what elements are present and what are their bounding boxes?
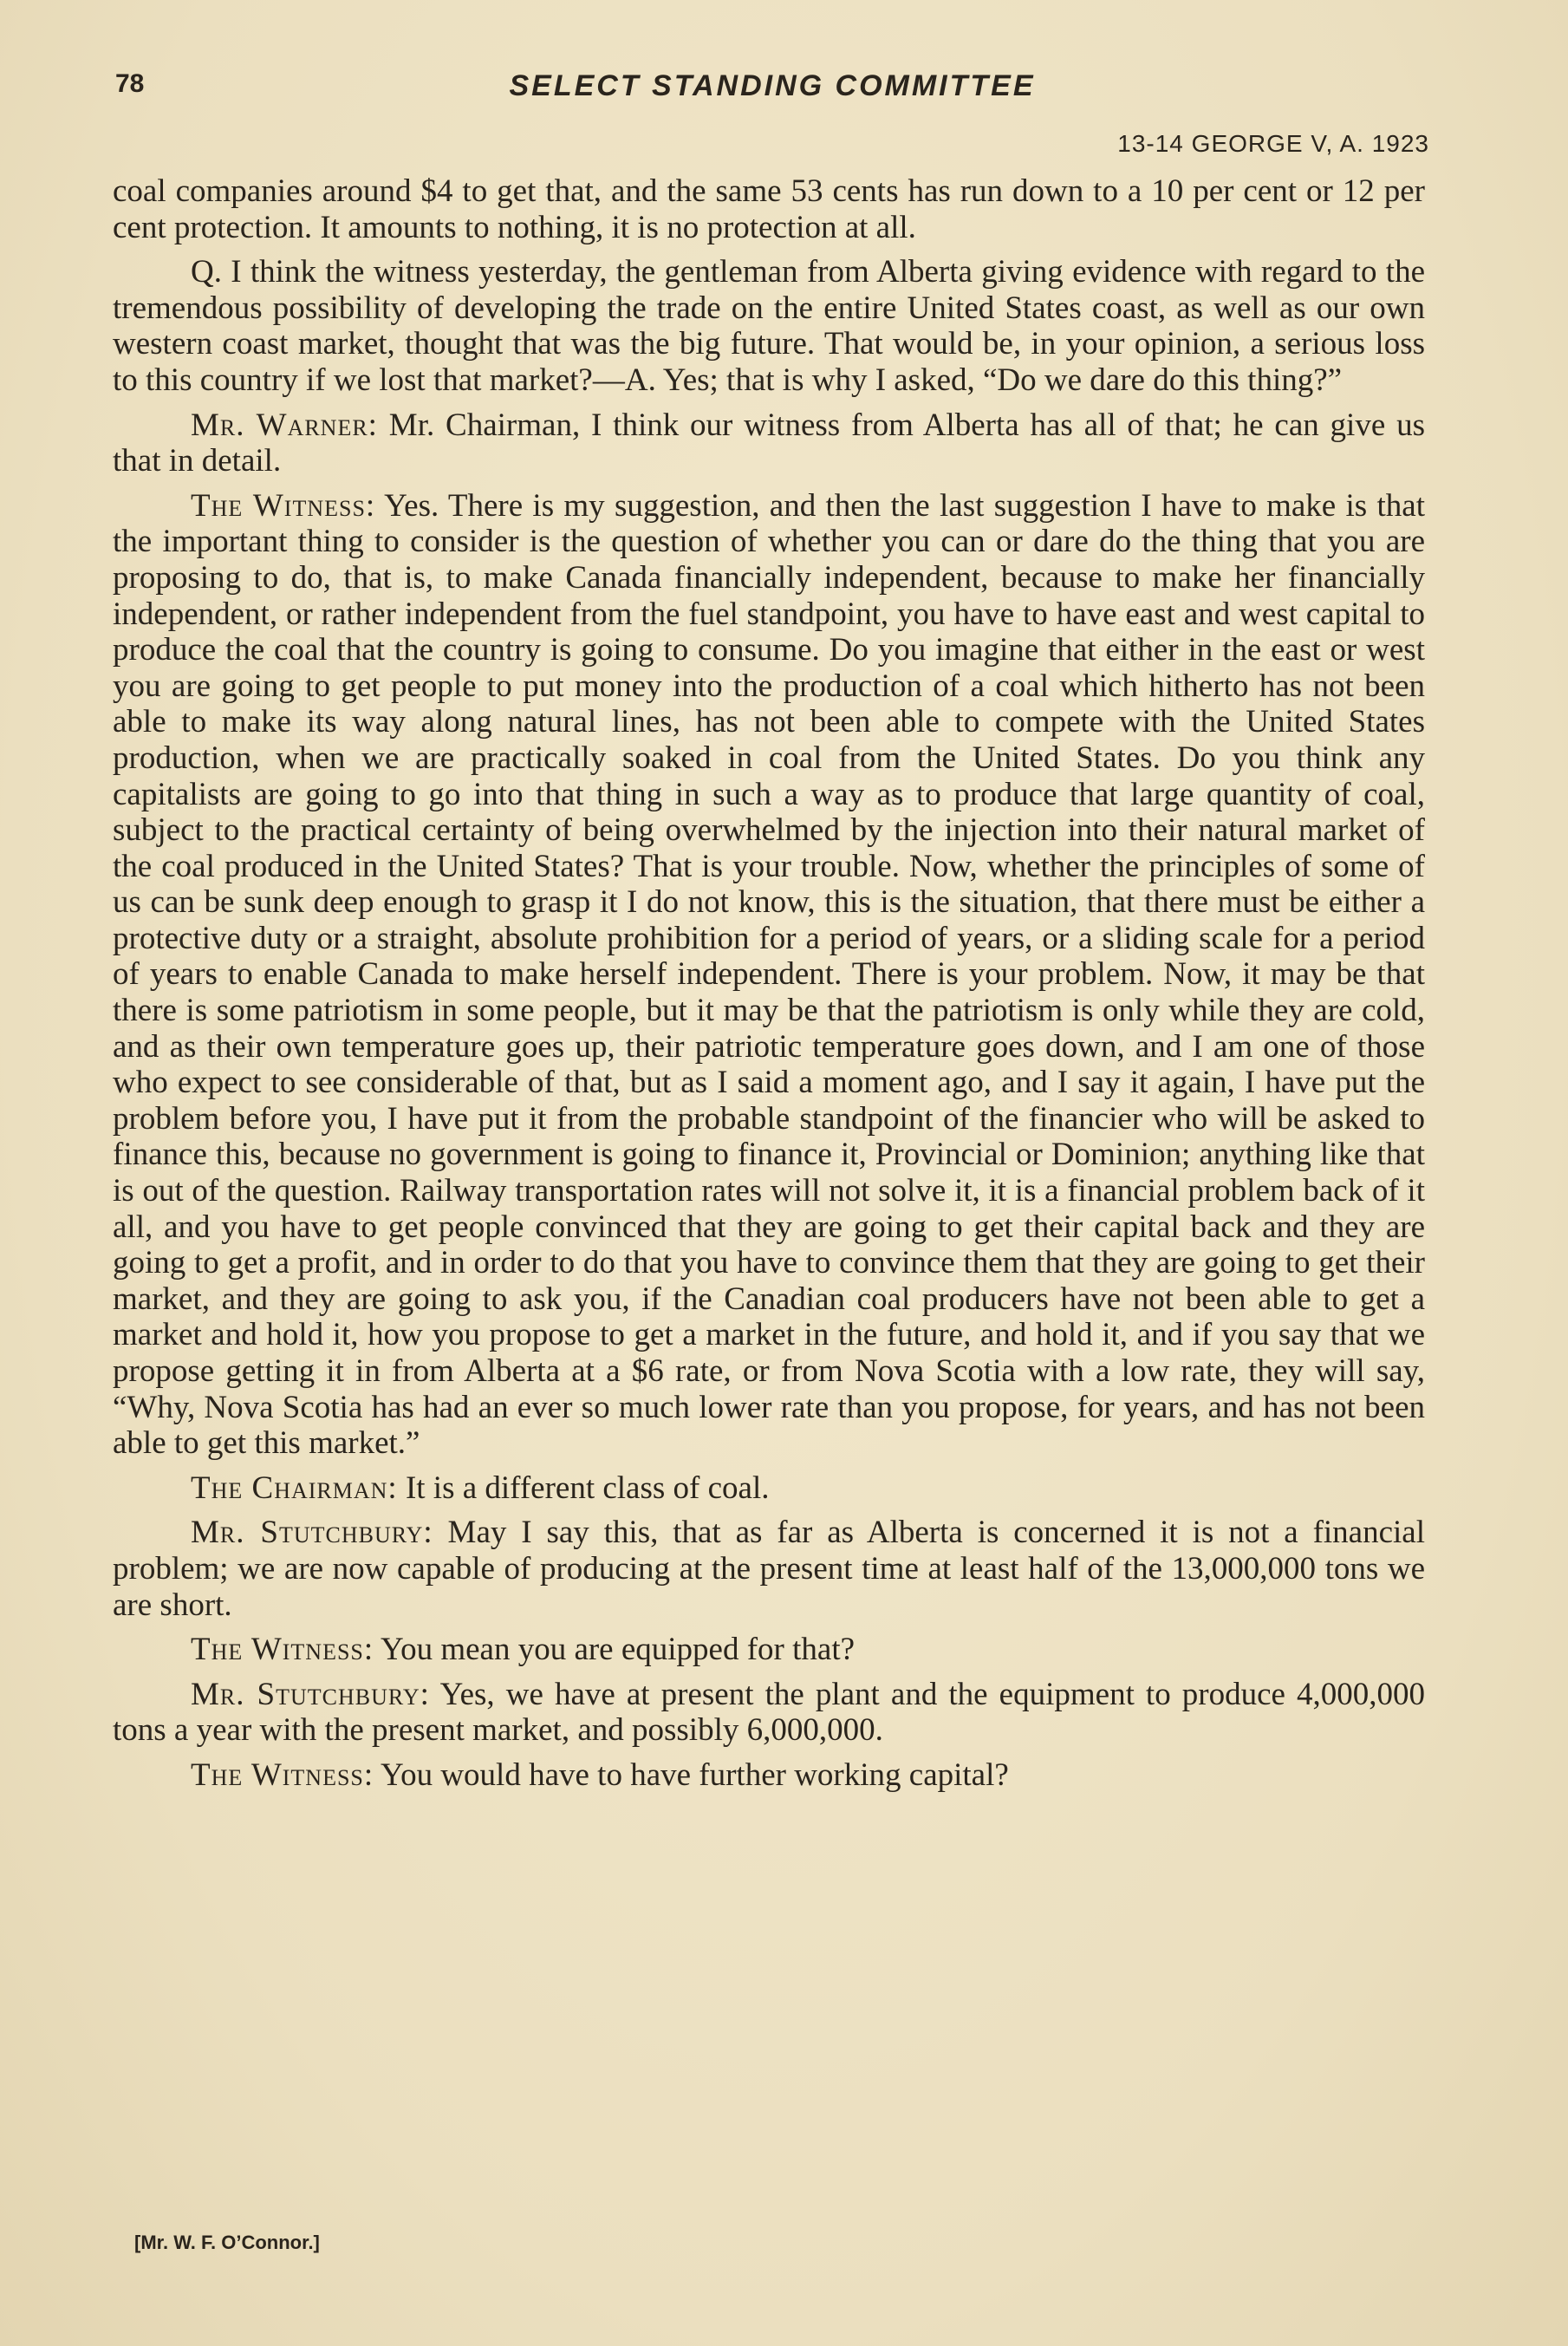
paragraph [113, 1470, 1425, 1507]
paragraph-text: You mean you are equipped for that? [374, 1632, 856, 1668]
speaker-name: Mr. Stutchbury: [191, 1515, 433, 1551]
page-header [115, 69, 1429, 121]
paragraph-text: It is a different class of coal. [397, 1470, 770, 1506]
paragraph [113, 407, 1425, 479]
paragraph [113, 1632, 1425, 1668]
speaker-name: The Witness: [191, 1632, 374, 1668]
paragraph [113, 1515, 1425, 1623]
speaker-name: Mr. Stutchbury: [191, 1676, 430, 1712]
paragraph-text: coal companies around $4 to get that, and the same 53 cents has run down to a 10 per cent or 12 per cent protection. It amounts to nothing, it is no protection at all. [113, 173, 1425, 245]
body-text [113, 173, 1425, 1802]
paragraph-text: Yes, we have at present the plant and the equipment to produce 4,000,000 tons a year with the present market, and possibly 6,000,000. [113, 1676, 1426, 1749]
session-line: 13-14 GEORGE V, A. 1923 [1117, 130, 1429, 157]
running-title: SELECT STANDING COMMITTEE [509, 69, 1036, 102]
speaker-name: The Chairman: [191, 1470, 398, 1506]
paragraph [113, 173, 1425, 245]
paragraph-text: Yes. There is my suggestion, and then the last suggestion I have to make is that the important thing to consider is the question of whether you can or dare do the thing that you are proposing to do, that is, to make Canada financially independent, because to make her financially independent, or rather independent from the fuel standpoint, you have to have east and west capital to produce the coal that the country is going to consume. Do you imagine that either in the east or west you are going to get people to put money into the production of a coal which hitherto has not been able to make its way along natural lines, has not been able to compete with the United States production, when we are practically soaked in coal from the United States. Do you think any capitalists are going to go into that thing in such a way as to produce that large quantity of coal, subject to the practical certainty of being overwhelmed by the injection into their natural market of the coal produced in the United States? That is your trouble. Now, whether the principles of some of us can be sunk deep enough to grasp it I do not know, this is the situation, that there must be either a protective duty or a straight, absolute prohibition for a period of years, or a sliding scale for a period of years to enable Canada to make herself independent. There is your problem. Now, it may be that there is some patriotism in some people, but it may be that the patriotism is only while they are cold, and as their own temperature goes up, their patriotic temperature goes down, and I am one of those who expect to see considerable of that, but as I said a moment ago, and I say it again, I have put the problem before you, I have put it from the probable standpoint of the financier who will be asked to finance this, because no government is going to finance it, Provincial or Dominion; anything like that is out of the question. Railway transportation rates will not solve it, it is a financial problem back of it all, and you have to get people convinced that they are going to get their capital back and they are going to get a profit, and in order to do that you have to convince them that they are going to get their market, and they are going to ask you, if the Canadian coal producers have not been able to get a market and hold it, how you propose to get a market in the future, and hold it, and if you say that we propose getting it in from Alberta at a $6 rate, or from Nova Scotia with a low rate, they will say, “Why, Nova Scotia has had an ever so much lower rate than you propose, for years, and has not been able to get this market.” [113, 487, 1425, 1462]
paragraph-text: Q. I think the witness yesterday, the gentleman from Alberta giving evidence with regard to the tremendous possibility of developing the trade on the entire United States coast, as well as our own western coast market, thought that was the big future. That would be, in your opinion, a serious loss to this country if we lost that market?—A. Yes; that is why I asked, “Do we dare do this thing?” [113, 254, 1425, 398]
speaker-name: Mr. Warner: [191, 407, 378, 443]
footer-attribution: [Mr. W. F. O’Connor.] [134, 2232, 320, 2253]
paragraph [113, 254, 1425, 398]
speaker-name: The Witness: [191, 487, 376, 524]
paragraph [113, 488, 1425, 1462]
paragraph-text: You would have to have further working capital? [374, 1756, 1009, 1793]
page-number: 78 [115, 69, 145, 98]
paragraph-text: May I say this, that as far as Alberta is concerned it is not a financial problem; we are now capable of producing at the present time at least half of the 13,000,000 tons we are short. [113, 1515, 1425, 1623]
speaker-name: The Witness: [191, 1756, 374, 1793]
paragraph [113, 1677, 1425, 1749]
paragraph [113, 1757, 1425, 1794]
paragraph-text: Mr. Chairman, I think our witness from Alberta has all of that; he can give us that in detail. [113, 407, 1425, 479]
